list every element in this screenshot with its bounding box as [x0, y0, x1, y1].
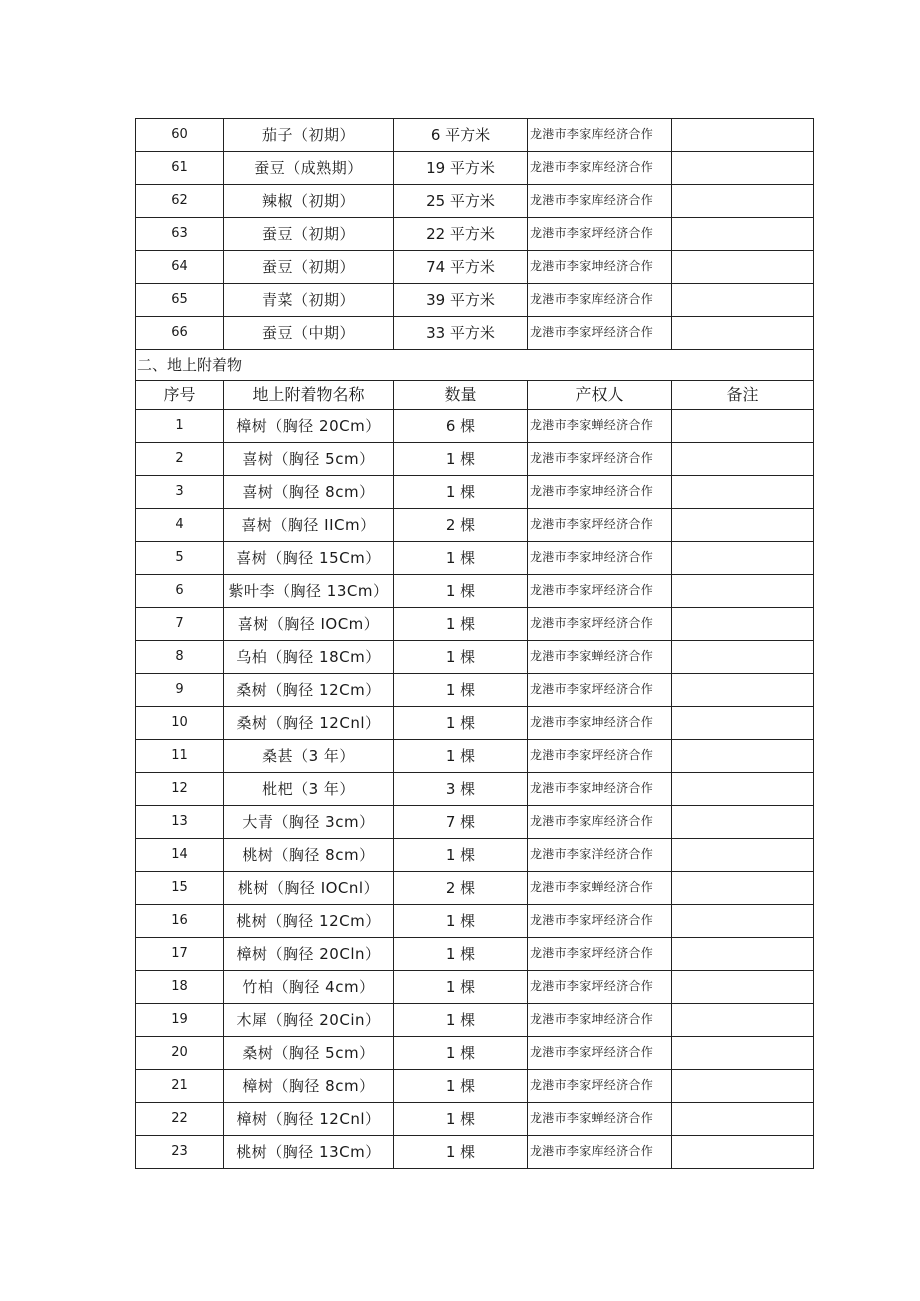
- table-row: [136, 608, 814, 641]
- cell-no: 61: [136, 152, 224, 185]
- cell-owner: 龙港市李家坤经济合作: [528, 773, 672, 806]
- cell-qty: 1 棵: [394, 1037, 528, 1070]
- cell-note: [672, 1070, 814, 1103]
- cell-note: [672, 905, 814, 938]
- header-no: 序号: [136, 381, 224, 410]
- table-row: [136, 971, 814, 1004]
- cell-note: [672, 674, 814, 707]
- cell-no: 62: [136, 185, 224, 218]
- cell-no: 17: [136, 938, 224, 971]
- table-row: [136, 575, 814, 608]
- cell-qty: 1 棵: [394, 476, 528, 509]
- cell-qty: 1 棵: [394, 542, 528, 575]
- cell-no: 21: [136, 1070, 224, 1103]
- cell-note: [672, 152, 814, 185]
- cell-no: 66: [136, 317, 224, 350]
- cell-name: 樟树（胸径 20Cln）: [224, 938, 394, 971]
- cell-qty: 1 棵: [394, 1136, 528, 1169]
- cell-qty: 33 平方米: [394, 317, 528, 350]
- cell-note: [672, 185, 814, 218]
- cell-owner: 龙港市李家坪经济合作: [528, 443, 672, 476]
- table-row: [136, 152, 814, 185]
- cell-owner: 龙港市李家坪经济合作: [528, 575, 672, 608]
- cell-note: [672, 1004, 814, 1037]
- cell-name: 蚕豆（中期）: [224, 317, 394, 350]
- cell-qty: 39 平方米: [394, 284, 528, 317]
- header-note: 备注: [672, 381, 814, 410]
- cell-note: [672, 119, 814, 152]
- attachment-section: [136, 350, 814, 410]
- table-row: [136, 251, 814, 284]
- cell-no: 4: [136, 509, 224, 542]
- cell-name: 枇杷（3 年）: [224, 773, 394, 806]
- cell-name: 桃树（胸径 IOCnl）: [224, 872, 394, 905]
- cell-note: [672, 773, 814, 806]
- table-row: [136, 905, 814, 938]
- cell-name: 喜树（胸径 IICm）: [224, 509, 394, 542]
- cell-no: 19: [136, 1004, 224, 1037]
- table-row: [136, 740, 814, 773]
- cell-qty: 1 棵: [394, 1070, 528, 1103]
- cell-no: 12: [136, 773, 224, 806]
- cell-name: 桑树（胸径 5cm）: [224, 1037, 394, 1070]
- cell-name: 蚕豆（初期）: [224, 251, 394, 284]
- cell-no: 10: [136, 707, 224, 740]
- cell-name: 樟树（胸径 20Cm）: [224, 410, 394, 443]
- cell-qty: 74 平方米: [394, 251, 528, 284]
- cell-owner: 龙港市李家洋经济合作: [528, 839, 672, 872]
- cell-name: 喜树（胸径 15Cm）: [224, 542, 394, 575]
- cell-owner: 龙港市李家坪经济合作: [528, 218, 672, 251]
- table-row: [136, 707, 814, 740]
- cell-no: 64: [136, 251, 224, 284]
- cell-owner: 龙港市李家坪经济合作: [528, 509, 672, 542]
- cell-qty: 1 棵: [394, 641, 528, 674]
- table-row: [136, 509, 814, 542]
- table-row: [136, 542, 814, 575]
- table-row: [136, 1136, 814, 1169]
- cell-name: 茄子（初期）: [224, 119, 394, 152]
- cell-owner: 龙港市李家库经济合作: [528, 152, 672, 185]
- cell-owner: 龙港市李家坤经济合作: [528, 542, 672, 575]
- cell-name: 樟树（胸径 8cm）: [224, 1070, 394, 1103]
- cell-qty: 1 棵: [394, 707, 528, 740]
- cell-owner: 龙港市李家坪经济合作: [528, 740, 672, 773]
- cell-qty: 22 平方米: [394, 218, 528, 251]
- cell-name: 桃树（胸径 8cm）: [224, 839, 394, 872]
- cell-owner: 龙港市李家库经济合作: [528, 1136, 672, 1169]
- cell-note: [672, 218, 814, 251]
- cell-owner: 龙港市李家坪经济合作: [528, 1070, 672, 1103]
- cell-name: 樟树（胸径 12Cnl）: [224, 1103, 394, 1136]
- cell-note: [672, 707, 814, 740]
- cell-owner: 龙港市李家坤经济合作: [528, 1004, 672, 1037]
- cell-owner: 龙港市李家蝉经济合作: [528, 410, 672, 443]
- cell-owner: 龙港市李家坤经济合作: [528, 707, 672, 740]
- cell-no: 8: [136, 641, 224, 674]
- header-name: 地上附着物名称: [224, 381, 394, 410]
- cell-note: [672, 317, 814, 350]
- table-row: [136, 773, 814, 806]
- cell-note: [672, 839, 814, 872]
- cell-no: 60: [136, 119, 224, 152]
- cell-note: [672, 1103, 814, 1136]
- cell-no: 22: [136, 1103, 224, 1136]
- cell-qty: 7 棵: [394, 806, 528, 839]
- cell-note: [672, 1136, 814, 1169]
- cell-owner: 龙港市李家库经济合作: [528, 185, 672, 218]
- compensation-table: [135, 118, 814, 1169]
- cell-note: [672, 476, 814, 509]
- cell-no: 18: [136, 971, 224, 1004]
- cell-qty: 6 棵: [394, 410, 528, 443]
- cell-qty: 1 棵: [394, 443, 528, 476]
- cell-no: 23: [136, 1136, 224, 1169]
- cell-no: 20: [136, 1037, 224, 1070]
- cell-owner: 龙港市李家坪经济合作: [528, 905, 672, 938]
- cell-no: 63: [136, 218, 224, 251]
- cell-note: [672, 971, 814, 1004]
- cell-qty: 1 棵: [394, 971, 528, 1004]
- cell-note: [672, 608, 814, 641]
- table-row: [136, 443, 814, 476]
- cell-no: 16: [136, 905, 224, 938]
- cell-name: 桃树（胸径 12Cm）: [224, 905, 394, 938]
- cell-owner: 龙港市李家坪经济合作: [528, 1037, 672, 1070]
- cell-note: [672, 938, 814, 971]
- cell-no: 3: [136, 476, 224, 509]
- section-title-row: [136, 350, 814, 381]
- cell-name: 紫叶李（胸径 13Cm）: [224, 575, 394, 608]
- cell-no: 15: [136, 872, 224, 905]
- table-row: [136, 284, 814, 317]
- cell-qty: 3 棵: [394, 773, 528, 806]
- crop-rows: [136, 119, 814, 350]
- table-row: [136, 1037, 814, 1070]
- table-row: [136, 674, 814, 707]
- table-row: [136, 641, 814, 674]
- cell-qty: 1 棵: [394, 905, 528, 938]
- cell-qty: 1 棵: [394, 1103, 528, 1136]
- cell-qty: 2 棵: [394, 509, 528, 542]
- cell-qty: 2 棵: [394, 872, 528, 905]
- cell-name: 大青（胸径 3cm）: [224, 806, 394, 839]
- cell-name: 蚕豆（初期）: [224, 218, 394, 251]
- header-owner: 产权人: [528, 381, 672, 410]
- cell-qty: 1 棵: [394, 1004, 528, 1037]
- cell-no: 9: [136, 674, 224, 707]
- cell-note: [672, 251, 814, 284]
- cell-no: 5: [136, 542, 224, 575]
- cell-owner: 龙港市李家坪经济合作: [528, 608, 672, 641]
- cell-note: [672, 509, 814, 542]
- table-row: [136, 218, 814, 251]
- table-row: [136, 1004, 814, 1037]
- cell-no: 2: [136, 443, 224, 476]
- cell-owner: 龙港市李家库经济合作: [528, 806, 672, 839]
- cell-owner: 龙港市李家蝉经济合作: [528, 872, 672, 905]
- cell-owner: 龙港市李家坤经济合作: [528, 251, 672, 284]
- table-row: [136, 317, 814, 350]
- table-row: [136, 1070, 814, 1103]
- cell-name: 乌柏（胸径 18Cm）: [224, 641, 394, 674]
- table-row: [136, 839, 814, 872]
- table-row: [136, 872, 814, 905]
- cell-note: [672, 575, 814, 608]
- cell-name: 竹柏（胸径 4cm）: [224, 971, 394, 1004]
- cell-name: 喜树（胸径 IOCm）: [224, 608, 394, 641]
- cell-no: 6: [136, 575, 224, 608]
- cell-owner: 龙港市李家坪经济合作: [528, 674, 672, 707]
- cell-note: [672, 284, 814, 317]
- cell-owner: 龙港市李家坪经济合作: [528, 938, 672, 971]
- cell-qty: 25 平方米: [394, 185, 528, 218]
- cell-owner: 龙港市李家库经济合作: [528, 119, 672, 152]
- cell-note: [672, 542, 814, 575]
- cell-no: 7: [136, 608, 224, 641]
- table-row: [136, 476, 814, 509]
- cell-name: 桑树（胸径 12Cnl）: [224, 707, 394, 740]
- cell-no: 11: [136, 740, 224, 773]
- cell-note: [672, 641, 814, 674]
- cell-owner: 龙港市李家库经济合作: [528, 284, 672, 317]
- cell-qty: 1 棵: [394, 575, 528, 608]
- table-row: [136, 1103, 814, 1136]
- section-title: 二、地上附着物: [136, 350, 814, 381]
- cell-name: 木犀（胸径 20Cin）: [224, 1004, 394, 1037]
- cell-qty: 1 棵: [394, 839, 528, 872]
- cell-no: 65: [136, 284, 224, 317]
- cell-note: [672, 806, 814, 839]
- cell-owner: 龙港市李家坪经济合作: [528, 317, 672, 350]
- cell-name: 蚕豆（成熟期）: [224, 152, 394, 185]
- cell-qty: 1 棵: [394, 674, 528, 707]
- cell-owner: 龙港市李家蝉经济合作: [528, 641, 672, 674]
- cell-name: 桑甚（3 年）: [224, 740, 394, 773]
- cell-qty: 6 平方米: [394, 119, 528, 152]
- cell-name: 喜树（胸径 8cm）: [224, 476, 394, 509]
- attachment-rows: [136, 410, 814, 1169]
- cell-name: 喜树（胸径 5cm）: [224, 443, 394, 476]
- cell-qty: 1 棵: [394, 740, 528, 773]
- cell-note: [672, 410, 814, 443]
- cell-qty: 1 棵: [394, 608, 528, 641]
- cell-owner: 龙港市李家坤经济合作: [528, 476, 672, 509]
- cell-name: 桑树（胸径 12Cm）: [224, 674, 394, 707]
- header-qty: 数量: [394, 381, 528, 410]
- table-row: [136, 938, 814, 971]
- table-row: [136, 119, 814, 152]
- header-row: [136, 381, 814, 410]
- cell-note: [672, 1037, 814, 1070]
- table-row: [136, 410, 814, 443]
- cell-name: 桃树（胸径 13Cm）: [224, 1136, 394, 1169]
- table-row: [136, 185, 814, 218]
- cell-note: [672, 740, 814, 773]
- cell-no: 13: [136, 806, 224, 839]
- cell-note: [672, 443, 814, 476]
- cell-name: 青菜（初期）: [224, 284, 394, 317]
- cell-qty: 1 棵: [394, 938, 528, 971]
- cell-owner: 龙港市李家坪经济合作: [528, 971, 672, 1004]
- cell-no: 14: [136, 839, 224, 872]
- cell-qty: 19 平方米: [394, 152, 528, 185]
- document-page: [135, 118, 813, 1169]
- table-row: [136, 806, 814, 839]
- cell-no: 1: [136, 410, 224, 443]
- cell-owner: 龙港市李家蝉经济合作: [528, 1103, 672, 1136]
- cell-note: [672, 872, 814, 905]
- cell-name: 辣椒（初期）: [224, 185, 394, 218]
